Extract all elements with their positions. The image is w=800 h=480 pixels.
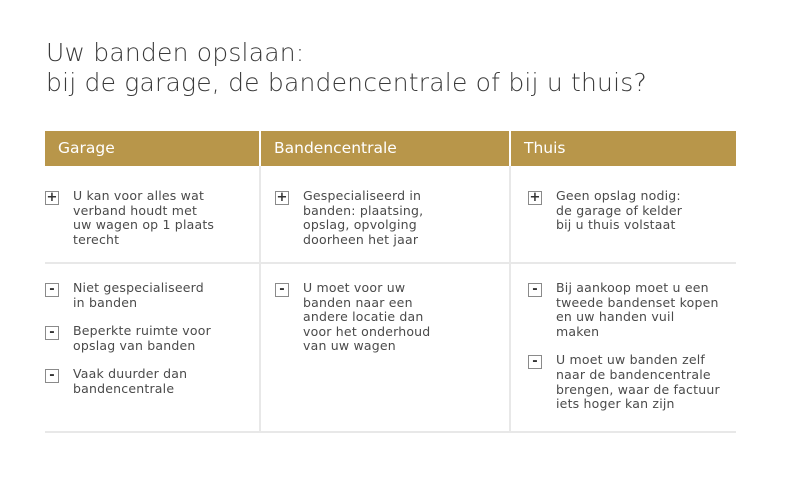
list-item xyxy=(45,367,259,396)
bandencentrale-advantages xyxy=(259,166,509,262)
thuis-disadvantages xyxy=(509,264,736,431)
item-text: U kan voor alles wat verband houdt met uw wagen op 1 plaats terecht xyxy=(73,188,215,247)
bandencentrale-disadvantages xyxy=(259,264,509,431)
item-text: Geen opslag nodig: de garage of kelder bij u thuis volstaat xyxy=(556,188,683,233)
garage-advantages xyxy=(45,166,259,262)
item-text: Beperkte ruimte voor opslag van banden xyxy=(73,323,211,353)
list-item xyxy=(528,189,736,233)
list-item xyxy=(275,189,509,247)
list-item xyxy=(528,281,736,339)
plus-icon: + xyxy=(46,190,58,205)
garage-disadvantages xyxy=(45,264,259,431)
disadvantages-row xyxy=(45,264,736,433)
item-text: Bij aankoop moet u een tweede bandenset kopen en uw handen vuil maken xyxy=(556,280,719,339)
header-bandencentrale: Bandencentrale xyxy=(259,131,509,166)
plus-icon: + xyxy=(529,190,541,205)
list-item xyxy=(45,324,259,353)
comparison-table xyxy=(45,131,736,433)
minus-icon: - xyxy=(45,326,59,340)
minus-icon: - xyxy=(45,283,59,297)
minus-icon: - xyxy=(275,283,289,297)
table-header-row xyxy=(45,131,736,166)
list-item xyxy=(528,353,736,411)
advantages-row xyxy=(45,166,736,264)
page-title xyxy=(46,38,647,98)
thuis-advantages xyxy=(509,166,736,262)
item-text: U moet uw banden zelf naar de bandencentrale brengen, waar de factuur iets hoger kan zijn xyxy=(556,352,720,412)
item-text: U moet voor uw banden naar een andere locatie dan voor het onderhoud van uw wagen xyxy=(303,280,431,354)
header-garage: Garage xyxy=(45,131,259,166)
list-item xyxy=(45,281,259,310)
header-thuis: Thuis xyxy=(509,131,736,166)
minus-icon: - xyxy=(528,355,542,369)
list-item xyxy=(45,189,259,247)
title-line-1: Uw banden opslaan: xyxy=(46,38,305,67)
minus-icon: - xyxy=(45,369,59,383)
plus-icon: + xyxy=(276,190,288,205)
list-item xyxy=(275,281,509,354)
title-line-2: bij de garage, de bandencentrale of bij u thuis? xyxy=(46,68,647,97)
item-text: Niet gespecialiseerd in banden xyxy=(73,280,204,310)
item-text: Gespecialiseerd in banden: plaatsing, opslag, opvolging doorheen het jaar xyxy=(303,188,424,247)
item-text: Vaak duurder dan bandencentrale xyxy=(73,366,188,396)
minus-icon: - xyxy=(528,283,542,297)
